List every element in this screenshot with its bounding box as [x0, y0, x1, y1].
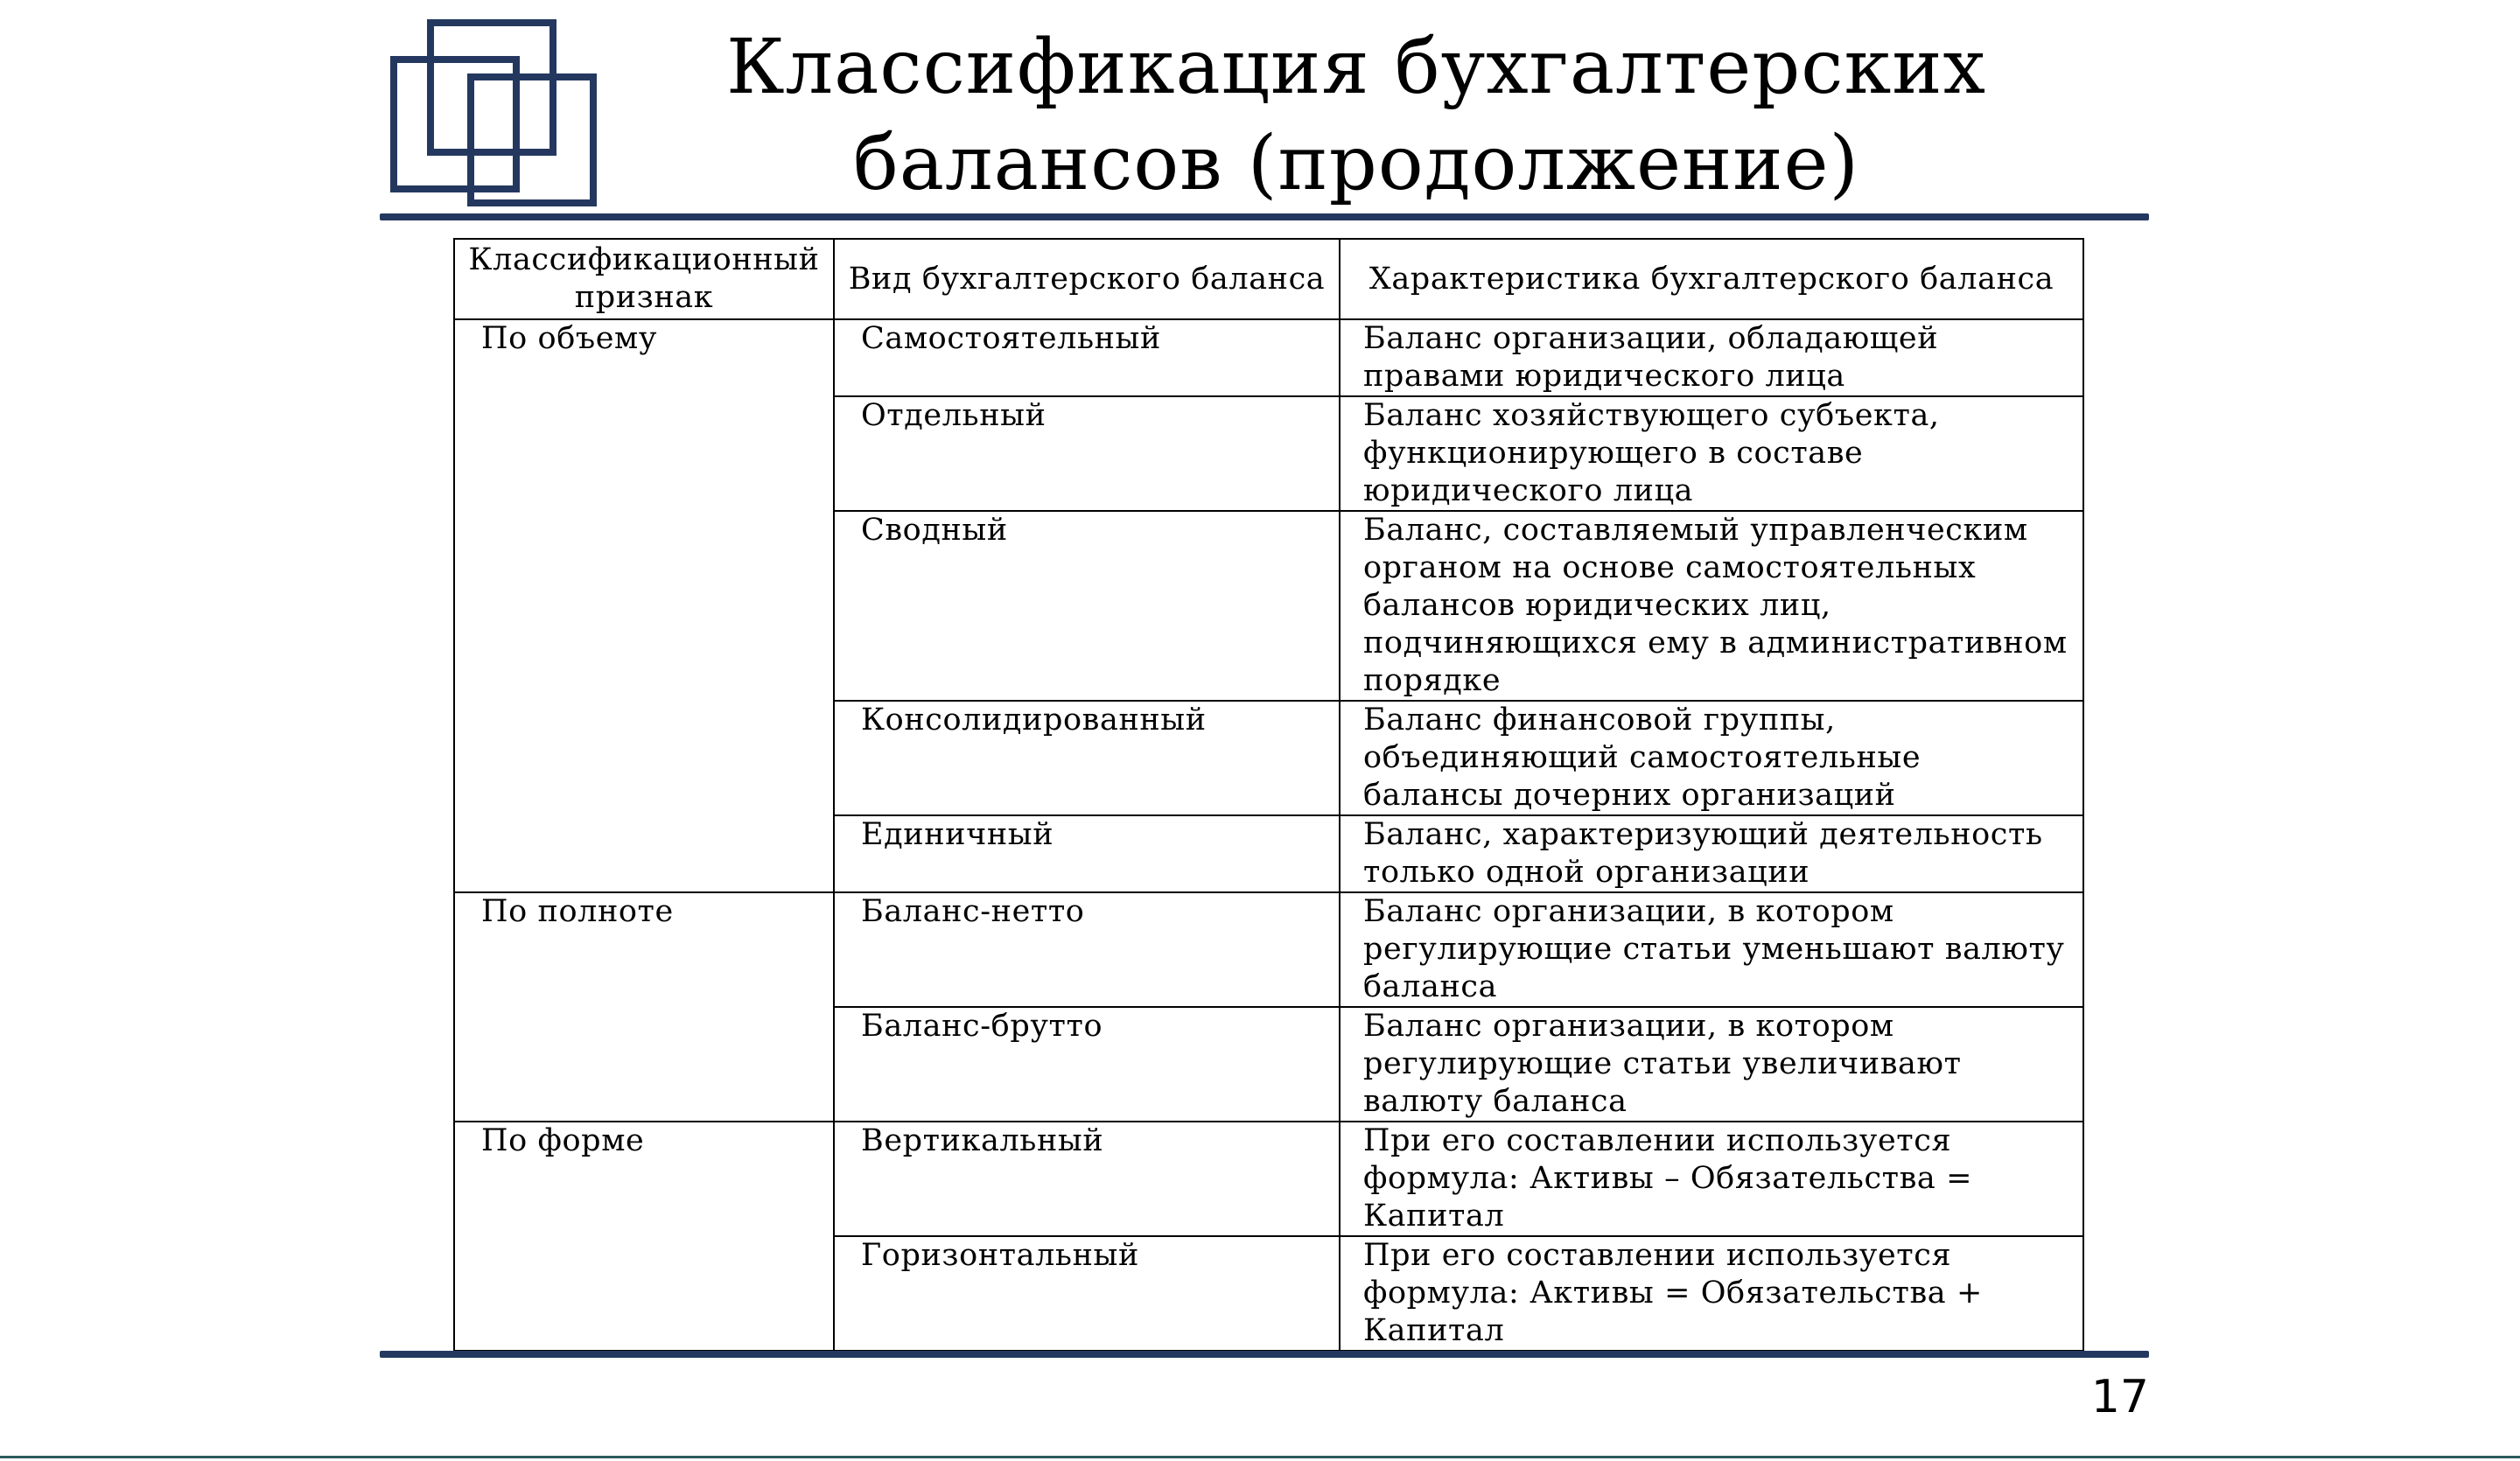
criterion-cell: По полноте: [454, 892, 834, 1122]
description-cell: Баланс организации, в котором регулирующие статьи увеличивают валюту баланса: [1340, 1007, 2083, 1122]
criterion-cell: По объему: [454, 319, 834, 892]
column-header-description: Характеристика бухгалтерского баланса: [1340, 239, 2083, 319]
page-number: 17: [2090, 1371, 2149, 1423]
footer-divider: [380, 1351, 2149, 1358]
criterion-cell: По форме: [454, 1122, 834, 1351]
column-header-kind: Вид бухгалтерского баланса: [834, 239, 1340, 319]
kind-cell: Отдельный: [834, 396, 1340, 511]
classification-table: [453, 238, 2084, 1352]
kind-cell: Вертикальный: [834, 1122, 1340, 1236]
kind-cell: Консолидированный: [834, 701, 1340, 815]
header-divider: [380, 213, 2149, 220]
overlapping-squares-logo-icon: [390, 17, 604, 206]
kind-cell: Самостоятельный: [834, 319, 1340, 396]
table-header-row: [454, 239, 2083, 319]
slide-title: Классификация бухгалтерских балансов (продолжение): [725, 24, 1987, 207]
kind-cell: Единичный: [834, 815, 1340, 892]
footer-edge-line: [0, 1456, 2520, 1458]
description-cell: Баланс организации, в котором регулирующие статьи уменьшают валюту баланса: [1340, 892, 2083, 1007]
description-cell: Баланс, характеризующий деятельность только одной организации: [1340, 815, 2083, 892]
table-row: [454, 1122, 2083, 1236]
description-cell: Баланс организации, обладающей правами юридического лица: [1340, 319, 2083, 396]
kind-cell: Сводный: [834, 511, 1340, 701]
kind-cell: Горизонтальный: [834, 1236, 1340, 1351]
table-row: [454, 892, 2083, 1007]
column-header-criterion: Классификационный признак: [454, 239, 834, 319]
description-cell: При его составлении используется формула: Активы = Обязательства + Капитал: [1340, 1236, 2083, 1351]
description-cell: При его составлении используется формула: Активы – Обязательства = Капитал: [1340, 1122, 2083, 1236]
kind-cell: Баланс-нетто: [834, 892, 1340, 1007]
description-cell: Баланс хозяйствующего субъекта, функционирующего в составе юридического лица: [1340, 396, 2083, 511]
table-row: [454, 319, 2083, 396]
description-cell: Баланс финансовой группы, объединяющий самостоятельные балансы дочерних организаций: [1340, 701, 2083, 815]
description-cell: Баланс, составляемый управленческим органом на основе самостоятельных балансов юридических лиц, подчиняющихся ему в административном порядке: [1340, 511, 2083, 701]
kind-cell: Баланс-брутто: [834, 1007, 1340, 1122]
